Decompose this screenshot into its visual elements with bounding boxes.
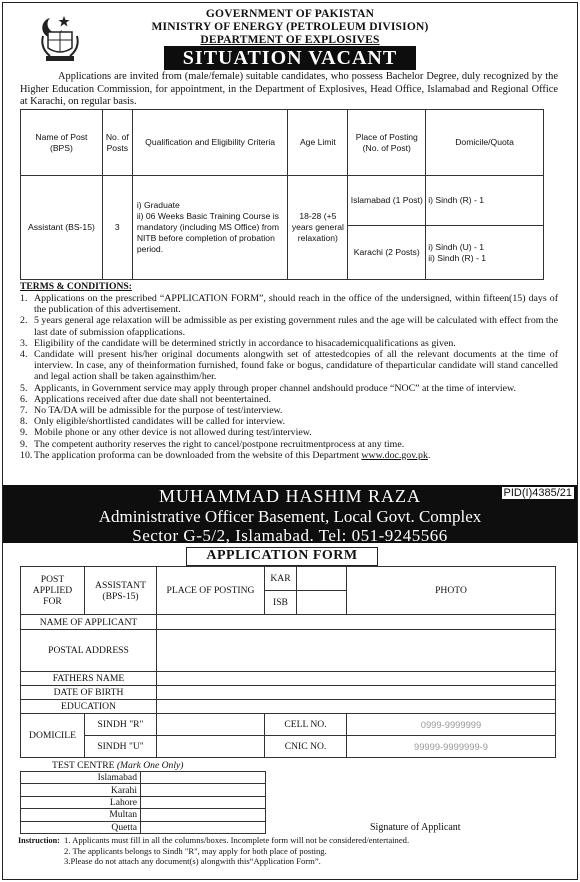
header-department: DEPARTMENT OF EXPLOSIVES <box>200 34 380 46</box>
centre-checkbox[interactable] <box>141 821 266 833</box>
intro-paragraph: Applications are invited from (male/female) suitable candidates, who possess Bachelor Degree, duly recognized by the Higher Education Commission, for appointment, in the Department of Explosives, Head Office, Islamabad and Regional Office at Karachi, on regular basis. <box>20 71 558 108</box>
term-item <box>20 439 558 450</box>
instruction-item: 3.Please do not attach any document(s) alongwith this“Application Form”. <box>64 856 321 867</box>
cell-field[interactable]: 0999-9999999 <box>347 714 556 736</box>
terms-heading: TERMS & CONDITIONS: <box>20 281 132 292</box>
domicile-karachi <box>426 226 544 280</box>
name-field[interactable] <box>157 615 556 630</box>
term-number: 7. <box>20 405 28 417</box>
centre-checkbox[interactable] <box>141 796 266 808</box>
form-row <box>21 700 556 714</box>
dob-label: DATE OF BIRTH <box>21 686 157 700</box>
posts-table <box>20 109 544 280</box>
term-item <box>20 450 558 461</box>
header-name-of-post: Name of Post (BPS) <box>21 110 103 176</box>
header-place-of-posting: Place of Posting (No. of Post) <box>348 110 426 176</box>
test-centre-label: TEST CENTRE <box>52 760 115 771</box>
form-row <box>21 567 556 591</box>
domicile-karachi-urban: i) Sindh (U) - 1 <box>428 241 485 252</box>
test-centre-row <box>21 796 266 808</box>
instruction-item: 2. The applicants belongs to Sindh "R", may apply for both place of posting. <box>64 845 327 856</box>
term-text: 5 years general age relaxation will be admissible as per existing government rules and the age will be calculated with effect from the last date of submission ofapplications. <box>34 315 558 338</box>
postal-address-label: POSTAL ADDRESS <box>21 630 157 672</box>
header-no-of-posts: No. of Posts <box>102 110 132 176</box>
instruction-label: Instruction: <box>18 836 60 845</box>
application-form-table <box>20 566 556 758</box>
qualification-line-1: i) Graduate <box>136 200 180 210</box>
term-number: 10. <box>20 449 33 461</box>
postal-address-field[interactable] <box>157 630 556 672</box>
pid-number: PID(I)4385/21 <box>503 487 572 499</box>
term-text: Applications received after due date shall not beentertained. <box>34 393 271 405</box>
term-text: The competent authority reserves the right to cancel/postpone recruitmentprocess at any time. <box>34 438 405 450</box>
cell-label: CELL NO. <box>265 714 347 736</box>
header-age-limit: Age Limit <box>288 110 348 176</box>
sindh-u-checkbox[interactable] <box>157 736 265 758</box>
posts-table-row <box>21 176 544 226</box>
term-number: 8. <box>20 416 28 428</box>
cnic-label: CNIC NO. <box>265 736 347 758</box>
officer-title: Administrative Officer Basement, Local Govt. Complex <box>98 507 482 526</box>
website-link[interactable]: www.doc.gov.pk <box>361 449 428 461</box>
term-number: 6. <box>20 393 28 405</box>
kar-checkbox[interactable] <box>297 567 347 591</box>
centre-name: Multan <box>21 809 141 821</box>
header-ministry: MINISTRY OF ENERGY (PETROLEUM DIVISION) <box>151 21 429 33</box>
sindh-r-label: SINDH "R" <box>85 714 157 736</box>
domicile-islamabad: i) Sindh (R) - 1 <box>426 176 544 226</box>
centre-name: Quetta <box>21 821 141 833</box>
term-item <box>20 394 558 405</box>
term-text: Only eligible/shortlisted candidates will be called for interview. <box>34 416 286 428</box>
cnic-field[interactable]: 99999-9999999-9 <box>347 736 556 758</box>
place-islamabad: Islamabad (1 Post) <box>348 176 426 226</box>
term-item <box>20 427 558 438</box>
form-row <box>21 630 556 672</box>
centre-checkbox[interactable] <box>141 784 266 796</box>
place-of-posting-label: PLACE OF POSTING <box>157 567 265 615</box>
dob-field[interactable] <box>157 686 556 700</box>
form-row <box>21 686 556 700</box>
education-field[interactable] <box>157 700 556 714</box>
term-item <box>20 293 558 315</box>
post-qualification <box>132 176 288 280</box>
officer-name: MUHAMMAD HASHIM RAZA <box>158 486 421 506</box>
term-text-end: . <box>427 449 431 461</box>
header-qualification: Qualification and Eligibility Criteria <box>132 110 288 176</box>
term-number: 5. <box>20 382 28 394</box>
test-centre-heading <box>52 760 183 771</box>
photo-box[interactable]: PHOTO <box>347 567 556 615</box>
term-text: Candidate will present his/her original documents alongwith set of attestedcopies of all the relevant documents at the time of interview. In case, any of theinformation furnished, found fake or bogus, candidature of theparticular candidate will stand cancelled and legal action shall be taken againsthim/her. <box>34 349 558 383</box>
test-centre-table <box>20 771 266 834</box>
term-text: Applications on the prescribed “APPLICATION FORM”, should reach in the office of the undersigned, within fifteen(15) days of the publication of this advertisement. <box>34 293 558 316</box>
situation-vacant-banner: SITUATION VACANT <box>164 46 416 70</box>
education-label: EDUCATION <box>21 700 157 714</box>
fathers-name-field[interactable] <box>157 672 556 686</box>
assistant-label: ASSISTANT (BPS-15) <box>85 567 157 615</box>
domicile-label: DOMICILE <box>21 714 85 758</box>
term-text: The application proforma can be downloaded from the website of this Department <box>34 449 359 461</box>
test-centre-row <box>21 784 266 796</box>
test-centre-row <box>21 821 266 833</box>
term-item <box>20 383 558 394</box>
term-number: 1. <box>20 293 28 304</box>
term-item <box>20 315 558 337</box>
signature-label: Signature of Applicant <box>370 822 461 833</box>
form-row <box>21 672 556 686</box>
header-domicile-quota: Domicile/Quota <box>426 110 544 176</box>
test-centre-row <box>21 809 266 821</box>
term-number: 9. <box>20 438 28 450</box>
term-text: Mobile phone or any other device is not allowed during test/interview. <box>34 427 312 439</box>
centre-checkbox[interactable] <box>141 772 266 784</box>
posts-table-header-row <box>21 110 544 176</box>
term-number: 2. <box>20 315 28 327</box>
name-label: NAME OF APPLICANT <box>21 615 157 630</box>
post-name: Assistant (BS-15) <box>21 176 103 280</box>
application-form-title: APPLICATION FORM <box>186 547 378 566</box>
kar-label: KAR <box>265 567 297 591</box>
test-centre-row <box>21 772 266 784</box>
term-text: Applicants, in Government service may apply through proper channel andshould produce “NOC” at the time of interview. <box>34 382 516 394</box>
centre-name: Islamabad <box>21 772 141 784</box>
isb-label: ISB <box>265 591 297 615</box>
qualification-line-2: ii) 06 Weeks Basic Training Course is mandatory (including MS Office) from NITB before completion of probation period. <box>136 211 279 254</box>
header-government: GOVERNMENT OF PAKISTAN <box>205 8 375 20</box>
sindh-u-label: SINDH "U" <box>85 736 157 758</box>
post-applied-label: POST APPLIED FOR <box>21 567 85 615</box>
isb-checkbox[interactable] <box>297 591 347 615</box>
term-number: 4. <box>20 349 28 361</box>
post-count: 3 <box>102 176 132 280</box>
centre-checkbox[interactable] <box>141 809 266 821</box>
term-item <box>20 349 558 383</box>
centre-name: Lahore <box>21 796 141 808</box>
term-text: No TA/DA will be admissible for the purpose of test/interview. <box>34 405 283 417</box>
sindh-r-checkbox[interactable] <box>157 714 265 736</box>
instruction-list <box>64 835 564 867</box>
centre-name: Karahi <box>21 784 141 796</box>
form-row <box>21 615 556 630</box>
term-number: 9. <box>20 427 28 439</box>
post-age-limit: 18-28 (+5 years general relaxation) <box>288 176 348 280</box>
term-number: 3. <box>20 337 28 349</box>
terms-list <box>20 293 558 461</box>
test-centre-note: (Mark One Only) <box>116 760 184 771</box>
place-karachi: Karachi (2 Posts) <box>348 226 426 280</box>
instruction-item: 1. Applicants must fill in all the columns/boxes. Incomplete form will not be considered/entertained. <box>64 835 410 845</box>
form-row <box>21 736 556 758</box>
domicile-karachi-rural: ii) Sindh (R) - 1 <box>428 252 486 263</box>
form-row <box>21 714 556 736</box>
term-item <box>20 405 558 416</box>
fathers-name-label: FATHERS NAME <box>21 672 157 686</box>
term-text: Eligibility of the candidate will be determined strictly in accordance to hisacademicqualifications as given. <box>34 337 456 349</box>
officer-address: Sector G-5/2, Islamabad. Tel: 051-9245566 <box>132 526 448 545</box>
term-item <box>20 338 558 349</box>
term-item <box>20 416 558 427</box>
